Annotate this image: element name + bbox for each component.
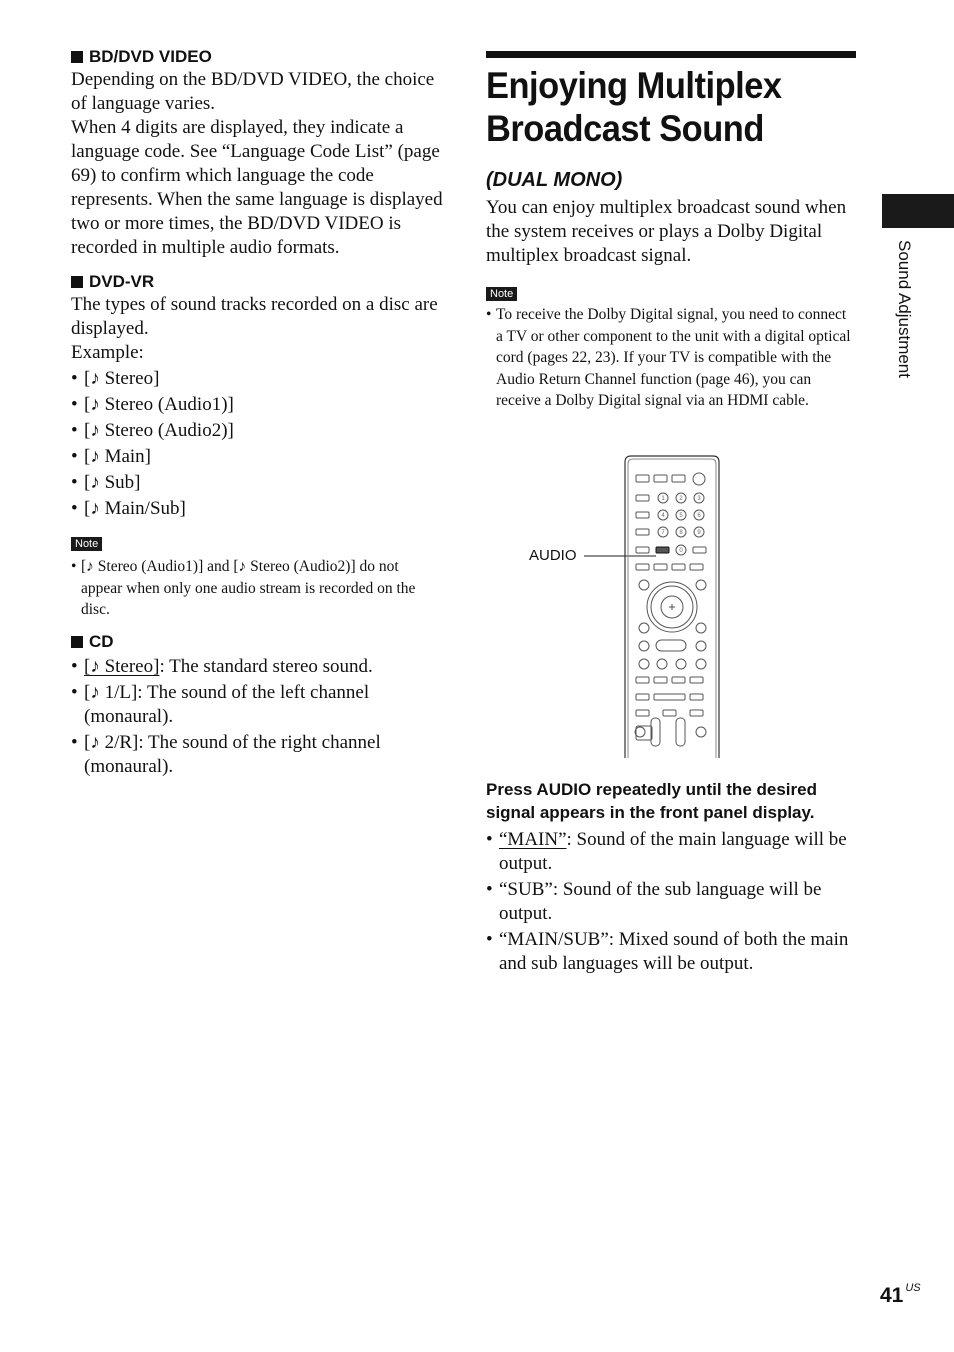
digit-label: 9 [697,530,701,536]
note-tag: Note [71,537,102,551]
list-item: • [♪ Main] [71,446,152,467]
digit-label: 6 [697,513,701,519]
list-item: • [♪ Stereo]: The standard stereo sound. [71,655,373,677]
digit-label: 1 [661,496,665,502]
section-tab-marker [882,194,954,228]
note-block [486,284,856,412]
remote-control-icon [520,452,720,762]
left-column [71,46,443,781]
square-bullet-icon [71,276,83,288]
example-list [71,367,443,521]
right-column [486,51,856,974]
list-item: • “MAIN”: Sound of the main language will be output. [486,829,847,874]
audio-callout-label: AUDIO [529,547,577,564]
list-item: • [♪ Stereo (Audio2)] [71,420,234,441]
instructions [486,778,856,978]
note-item: • [♪ Stereo (Audio1)] and [♪ Stereo (Audio2)] do not appear when only one audio stream is recorded on the disc. [71,558,416,618]
list-item: • [♪ Sub] [71,472,141,493]
digit-label: 3 [697,496,701,502]
list-item: • [♪ Stereo] [71,368,160,389]
list-item: • [♪ Stereo (Audio1)] [71,394,234,415]
note-list [486,304,856,412]
title-rule [486,51,856,58]
audio-options-list [486,828,856,976]
page-number: 41 $^{US}$ [880,1282,921,1307]
section-tab-label: Sound Adjustment [895,240,914,378]
list-item: • “SUB”: Sound of the sub language will be output. [486,879,822,924]
square-bullet-icon [71,636,83,648]
page-subtitle: (DUAL MONO) [486,169,623,191]
note-block [71,534,443,621]
note-list [71,556,443,621]
dvd-vr-heading: DVD-VR [71,271,443,293]
cd-heading: CD [71,631,443,653]
note-tag: Note [486,287,517,301]
digit-label: 8 [679,530,683,536]
step-instruction: Press AUDIO repeatedly until the desired signal appears in the front panel display. [486,780,817,822]
dvd-vr-paragraph: The types of sound tracks recorded on a disc are displayed. [71,294,438,339]
square-bullet-icon [71,51,83,63]
digit-label: 7 [661,530,665,536]
list-item: • [♪ 2/R]: The sound of the right channel (monaural). [71,731,381,777]
page-title: Enjoying Multiplex Broadcast Sound [486,65,782,149]
digit-label: 2 [679,496,683,502]
bd-paragraph-2: When 4 digits are displayed, they indicate a language code. See “Language Code List” (page 69) to confirm which language the code represents. When the same language is displayed two or more times, the BD/DVD VIDEO is recorded in multiple audio formats. [71,117,443,258]
digit-label: 0 [679,548,683,554]
cd-list [71,655,443,779]
digit-label: 5 [679,513,683,519]
bd-paragraph-1: Depending on the BD/DVD VIDEO, the choice of language varies. [71,69,435,114]
example-label: Example: [71,342,144,363]
list-item: • [♪ Main/Sub] [71,498,186,519]
remote-control-illustration [520,452,720,762]
list-item: • “MAIN/SUB”: Mixed sound of both the main and sub languages will be output. [486,929,849,974]
note-item: • To receive the Dolby Digital signal, you need to connect a TV or other component to the unit with a digital optical cord (pages 22, 23). If your TV is compatible with the Audio Return Channel function (page 46), you can receive a Dolby Digital signal via an HDMI cable. [486,306,851,409]
list-item: • [♪ 1/L]: The sound of the left channel (monaural). [71,681,370,727]
bd-dvd-video-heading: BD/DVD VIDEO [71,46,443,68]
intro-paragraph: You can enjoy multiplex broadcast sound when the system receives or plays a Dolby Digital multiplex broadcast signal. [486,197,847,266]
digit-label: 4 [661,513,665,519]
